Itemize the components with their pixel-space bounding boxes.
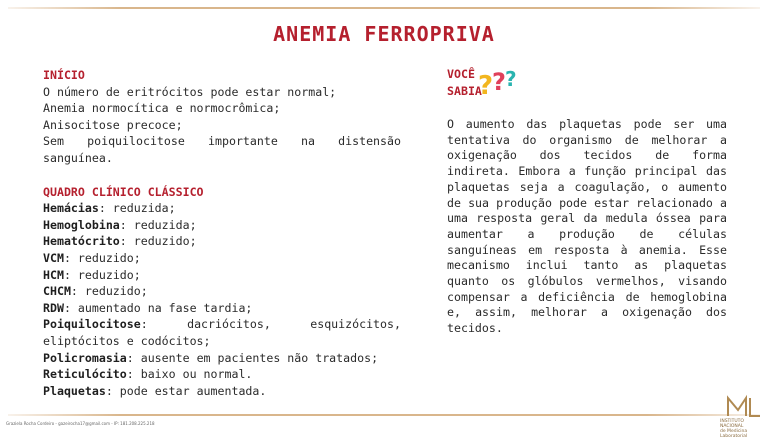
svg-text:?: ? bbox=[478, 71, 494, 101]
quadro-item bbox=[43, 366, 401, 383]
quadro-value: : reduzido; bbox=[63, 267, 141, 282]
quadro-value: : ausente em pacientes não tratados; bbox=[126, 350, 379, 365]
quadro-term: Hematócrito bbox=[43, 234, 120, 249]
inicio-heading: INÍCIO bbox=[43, 68, 85, 82]
quadro-value: : aumentado na fase tardia; bbox=[63, 300, 253, 315]
quadro-term: Hemácias bbox=[43, 201, 99, 216]
bottom-divider bbox=[8, 414, 760, 416]
voce-label: VOCÊ bbox=[447, 67, 475, 81]
quadro-value: : pode estar aumentada. bbox=[105, 383, 267, 398]
page-title: ANEMIA FERROPRIVA bbox=[273, 22, 495, 46]
quadro-term: Policromasia bbox=[43, 350, 127, 365]
quadro-value: : reduzido; bbox=[119, 234, 197, 249]
inicio-line-2: Anemia normocítica e normocrômica; bbox=[43, 101, 281, 116]
quadro-value: : baixo ou normal. bbox=[126, 367, 253, 382]
quadro-item-cont: eliptócitos e codócitos; bbox=[43, 333, 211, 348]
quadro-item bbox=[43, 300, 401, 317]
poiq-colon: : bbox=[140, 317, 148, 332]
quadro-item bbox=[43, 283, 401, 300]
quadro-item bbox=[43, 217, 401, 234]
voce-sabia-paragraph: O aumento das plaquetas pode ser uma tentativa do organismo de melhorar a oxigenação dos tecidos de forma indireta. Embora a função principal das plaquetas seja a coagulação, o aumento de sua produção pode estar relacionado a uma resposta geral da medula óssea para aumentar a produção de células sanguíneas em resposta à anemia. Esse mecanismo inclui tanto as plaquetas quanto os glóbulos vermelhos, visando compensar a deficiência de hemoglobina e, assim, melhorar a oxigenação dos tecidos. bbox=[447, 117, 727, 336]
left-column bbox=[43, 67, 401, 399]
logo-line-1: INSTITUTO NACIONAL bbox=[720, 419, 744, 429]
quadro-item bbox=[43, 250, 401, 267]
watermark-text: Graziela Rocha Cordeiro - gazeirocha17@gmail.com - IP: 181.208.225.218 bbox=[6, 421, 155, 426]
poiq-word: esquizócitos, bbox=[310, 317, 401, 332]
inicio-line-5: sanguínea. bbox=[43, 150, 113, 165]
quadro-term: Hemoglobina bbox=[43, 217, 120, 232]
logo-line-2: de Medicina Laboratorial bbox=[720, 429, 748, 439]
quadro-item bbox=[43, 350, 401, 367]
inicio-word: poiquilocitose bbox=[87, 134, 185, 149]
inicio-word: na bbox=[301, 134, 315, 149]
inicio-word: Sem bbox=[43, 134, 64, 149]
quadro-item bbox=[43, 200, 401, 217]
quadro-item bbox=[43, 233, 401, 250]
quadro-term: Plaquetas bbox=[43, 383, 106, 398]
quadro-value: : reduzido; bbox=[70, 284, 148, 299]
quadro-item-poiquilocitose bbox=[43, 316, 401, 333]
quadro-term: VCM bbox=[43, 250, 64, 265]
quadro-value: : reduzida; bbox=[119, 217, 197, 232]
quadro-term: RDW bbox=[43, 300, 64, 315]
quadro-item bbox=[43, 383, 401, 400]
inicio-line-1: O número de eritrócitos pode estar normal; bbox=[43, 84, 337, 99]
inicio-line-3: Anisocitose precoce; bbox=[43, 117, 183, 132]
quadro-heading: QUADRO CLÍNICO CLÁSSICO bbox=[43, 184, 204, 199]
quadro-term: Poiquilocitose bbox=[43, 317, 141, 332]
inicio-word: importante bbox=[208, 134, 278, 149]
quadro-item bbox=[43, 267, 401, 284]
inicio-line-4 bbox=[43, 133, 401, 150]
inicio-word: distensão bbox=[338, 134, 401, 149]
quadro-term: CHCM bbox=[43, 284, 71, 299]
poiq-term-group bbox=[43, 316, 148, 333]
quadro-value: : reduzida; bbox=[98, 201, 176, 216]
svg-text:?: ? bbox=[492, 68, 506, 96]
top-divider bbox=[8, 7, 760, 9]
poiq-word: dacriócitos, bbox=[187, 317, 271, 332]
quadro-term: HCM bbox=[43, 267, 64, 282]
quadro-value: : reduzido; bbox=[63, 250, 141, 265]
sabia-label: SABIA bbox=[447, 84, 482, 98]
question-marks-icon bbox=[478, 64, 524, 102]
quadro-term: Reticulócito bbox=[43, 367, 127, 382]
svg-text:?: ? bbox=[505, 67, 517, 91]
logo-caption bbox=[720, 419, 766, 439]
